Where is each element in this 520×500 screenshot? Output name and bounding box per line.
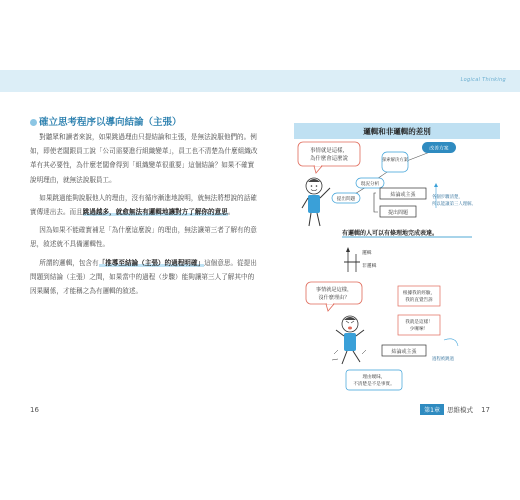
body-paragraph <box>30 191 260 219</box>
chapter-footer <box>420 404 490 415</box>
top-speech-line-1: 事情就是這樣， <box>310 148 348 154</box>
paragraph-text: 因為如果不能確實補足「為什麼這麼說」的理由，無法讓第三者了解有的意思，敘述就不具備邏輯性。 <box>30 226 257 249</box>
bottom-speech-bubble <box>306 282 362 311</box>
logical-person-figure <box>302 178 330 226</box>
illogical-person-figure <box>332 316 366 364</box>
step-pill-improvement <box>422 142 456 153</box>
bottom-speech-line-2: 沒什麼理由？ <box>318 295 350 301</box>
step-pill-solution <box>382 152 409 172</box>
section-title-text: 確立思考程序以導向結論（主張） <box>39 117 182 128</box>
highlighted-phrase: 「推導至結論（主張）的過程明確」 <box>98 258 205 267</box>
bottom-conclusion-group <box>382 339 458 362</box>
highlighted-phrase: 跳過越多，就愈無法有邏輯地讓對方了解你的意思 <box>82 208 228 217</box>
step-label-analysis: 現況分析 <box>360 182 380 187</box>
figure-title: 邏輯和非邏輯的差別 <box>363 127 431 136</box>
top-speech-bubble <box>298 142 360 173</box>
body-text <box>30 130 260 302</box>
header-running-title: Logical Thinking <box>460 77 506 83</box>
bottom-note <box>346 370 402 390</box>
paragraph-text: 對聽眾和讀者來說，如果跳過理由只提結論和主張，是無法說服他們的。例如，即使老闆跟員工說「公司需要進行組織變革」，員工也不清楚為什麼組織改革有其必要性，為什麼老闆會得到「組織變革很重要」這個結論？如果不確實說明理由，就無法說服員工。 <box>30 133 258 184</box>
bottom-speech-line-1: 事情就是這樣， <box>315 287 353 293</box>
legend-illogic-label: 非邏輯 <box>362 264 377 269</box>
step-label-question: 提出問題 <box>336 197 356 202</box>
top-question-label: 提出問題 <box>387 209 409 216</box>
chapter-title: 思維模式 <box>447 406 473 414</box>
page-number-right: 17 <box>481 406 490 414</box>
step-label-solution: 探索解決方案 <box>382 158 408 163</box>
top-caption: 有邏輯的人可以有條理地完成表達。 <box>342 230 439 237</box>
chapter-tag: 第1章 <box>420 404 444 415</box>
paragraph-text: 所謂的邏輯，包含有 <box>39 258 99 267</box>
top-note-line-1: 各個步驟清楚， <box>432 195 463 200</box>
bullet-dot-icon <box>30 119 37 126</box>
page-number-left: 16 <box>30 406 39 414</box>
legend-logic-label: 邏輯 <box>362 251 372 256</box>
paragraph-text: 如果跳過能夠說服他人的理由，沒有循序漸進地說明，就無法將想說的話確實傳達出去。而且 <box>30 193 257 217</box>
step-pill-analysis <box>356 178 384 188</box>
body-paragraph <box>30 256 260 299</box>
top-conclusion-group <box>374 183 476 217</box>
excuse-bubble-2-line-2: 少囉嗦！ <box>409 327 429 332</box>
excuse-bubble-2-line-1: 我就是這樣！ <box>405 320 433 325</box>
jump-label: 過程被跳過 <box>432 357 454 362</box>
excuse-bubbles <box>398 286 440 335</box>
top-speech-line-2: 為什麼會這麼說 <box>310 156 348 162</box>
top-conclusion-label: 結論或主張 <box>390 191 416 198</box>
header-band <box>0 70 520 92</box>
step-label-improvement: 改善方案 <box>429 146 449 152</box>
paragraph-text: 這個意思。從提出問題到結論（主張）之間，如果當中的過程（步驟）能夠讓第三人了解其中的因果關係，才能稱之為有邏輯的敘述。 <box>30 258 257 296</box>
bottom-note-line-1: 理由曖昧， <box>362 375 386 380</box>
bottom-note-line-2: 不清楚是不是事實。 <box>353 382 395 387</box>
body-paragraph <box>30 130 260 187</box>
logic-diagram <box>286 140 510 400</box>
bottom-conclusion-label: 結論或主張 <box>391 348 417 355</box>
step-pill-question <box>332 193 360 203</box>
excuse-bubble-1-line-1: 根據我的經驗， <box>402 291 436 296</box>
body-paragraph <box>30 223 260 251</box>
section-title <box>30 114 182 128</box>
paragraph-text: 。 <box>227 208 235 217</box>
excuse-bubble-1-line-2: 我的直覺告訴 <box>405 298 433 303</box>
top-note-line-2: 所以能讓第三人理解。 <box>432 202 476 207</box>
logic-legend <box>344 247 377 272</box>
